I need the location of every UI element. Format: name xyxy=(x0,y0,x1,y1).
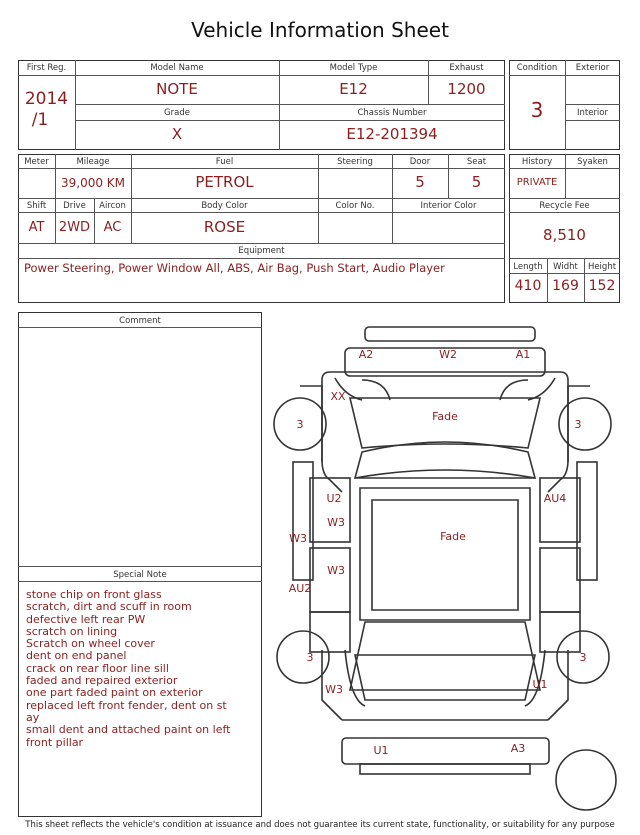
page-title: Vehicle Information Sheet xyxy=(191,18,449,42)
body-color-label: Body Color xyxy=(201,201,248,211)
grade-label: Grade xyxy=(164,108,190,118)
length-value: 410 xyxy=(514,278,542,294)
condition-label: Condition xyxy=(516,63,558,73)
mark-w3-a: W3 xyxy=(327,516,345,529)
comment-label: Comment xyxy=(119,316,161,326)
special-note-line: replaced left front fender, dent on st xyxy=(26,698,227,712)
chassis-number-value: E12-201394 xyxy=(346,125,438,143)
grade-value: X xyxy=(171,125,183,143)
shift-label: Shift xyxy=(26,201,47,211)
exhaust-label: Exhaust xyxy=(449,63,484,73)
special-note-line: scratch, dirt and scuff in room xyxy=(26,600,192,614)
mark-hood-fade: Fade xyxy=(432,410,458,423)
special-note-line: stone chip on front glass xyxy=(26,588,162,601)
mark-w3-b: W3 xyxy=(327,564,345,577)
seat-value: 5 xyxy=(471,173,482,191)
door-value: 5 xyxy=(415,173,425,191)
meter-label: Meter xyxy=(24,157,49,167)
syaken-label: Syaken xyxy=(577,157,608,167)
shift-value: AT xyxy=(28,220,45,235)
mark-u2: U2 xyxy=(326,492,342,505)
door-label: Door xyxy=(409,157,431,167)
equipment-value: Power Steering, Power Window All, ABS, Air Bag, Push Start, Audio Player xyxy=(24,261,445,275)
mark-w3-side: W3 xyxy=(289,532,307,545)
mark-xx: XX xyxy=(330,390,346,403)
mark-wheel-rl: 3 xyxy=(306,651,314,664)
mileage-label: Mileage xyxy=(76,157,110,167)
fuel-value: PETROL xyxy=(195,173,254,191)
model-name-value: NOTE xyxy=(156,80,198,98)
first-reg-label: First Reg. xyxy=(26,63,67,73)
disclaimer-footer: This sheet reflects the vehicle's condition at issuance and does not guarantee its current state, functionality, or suitability for any purpose xyxy=(25,820,615,830)
exhaust-value: 1200 xyxy=(447,80,486,98)
mark-a1: A1 xyxy=(515,348,531,361)
model-name-label: Model Name xyxy=(150,63,204,73)
mark-a3: A3 xyxy=(510,742,526,755)
interior-color-label: Interior Color xyxy=(420,201,477,211)
condition-value: 3 xyxy=(530,98,544,122)
special-note-line: faded and repaired exterior xyxy=(26,674,178,688)
body-color-value: ROSE xyxy=(203,218,246,236)
equipment-label: Equipment xyxy=(238,246,285,256)
width-label: Widht xyxy=(553,262,578,272)
special-note-line: crack on rear floor line sill xyxy=(26,661,169,675)
mark-w2: W2 xyxy=(439,348,457,361)
mark-a2: A2 xyxy=(358,348,374,361)
recycle-fee-value: 8,510 xyxy=(543,226,586,244)
length-label: Length xyxy=(513,262,543,272)
exterior-label: Exterior xyxy=(575,63,610,73)
special-note-label: Special Note xyxy=(113,570,167,580)
car-outline xyxy=(274,327,616,810)
special-note-line: ay xyxy=(26,710,40,724)
seat-label: Seat xyxy=(466,157,487,167)
mark-au4: AU4 xyxy=(543,492,567,505)
color-no-label: Color No. xyxy=(335,201,375,211)
mark-wheel-rr: 3 xyxy=(579,651,587,664)
special-note-list xyxy=(26,589,258,749)
mark-u1-bumper: U1 xyxy=(373,744,389,757)
car-damage-diagram xyxy=(270,318,625,818)
mark-u1-side: U1 xyxy=(532,678,548,691)
steering-label: Steering xyxy=(337,157,373,167)
aircon-label: Aircon xyxy=(99,201,126,211)
special-note-line: defective left rear PW xyxy=(26,612,146,626)
mark-wheel-fr: 3 xyxy=(574,418,582,431)
height-value: 152 xyxy=(588,278,616,294)
first-reg-month: /1 xyxy=(31,110,49,130)
recycle-fee-label: Recycle Fee xyxy=(539,201,590,211)
mark-au2: AU2 xyxy=(288,582,312,595)
fuel-label: Fuel xyxy=(215,157,234,167)
first-reg-year: 2014 xyxy=(24,89,69,109)
model-type-label: Model Type xyxy=(329,63,378,73)
drive-value: 2WD xyxy=(58,220,91,235)
history-value: PRIVATE xyxy=(516,177,558,188)
width-value: 169 xyxy=(552,278,579,294)
mileage-value: 39,000 KM xyxy=(60,176,126,190)
special-note-line: small dent and attached paint on left xyxy=(26,723,231,737)
aircon-value: AC xyxy=(103,220,122,235)
chassis-number-label: Chassis Number xyxy=(357,108,427,118)
drive-label: Drive xyxy=(63,201,86,211)
mark-w3-rear: W3 xyxy=(325,683,343,696)
model-type-value: E12 xyxy=(339,80,368,98)
special-note-line: front pillar xyxy=(26,735,84,749)
mark-wheel-fl: 3 xyxy=(296,418,304,431)
history-label: History xyxy=(521,157,553,167)
height-label: Height xyxy=(587,262,617,272)
special-note-line: Scratch on wheel cover xyxy=(26,637,155,651)
special-note-line: one part faded paint on exterior xyxy=(26,686,203,700)
special-note-line: dent on end panel xyxy=(26,649,127,663)
special-note-line: scratch on lining xyxy=(26,624,118,638)
interior-label: Interior xyxy=(576,108,608,118)
mark-roof-fade: Fade xyxy=(440,530,466,543)
